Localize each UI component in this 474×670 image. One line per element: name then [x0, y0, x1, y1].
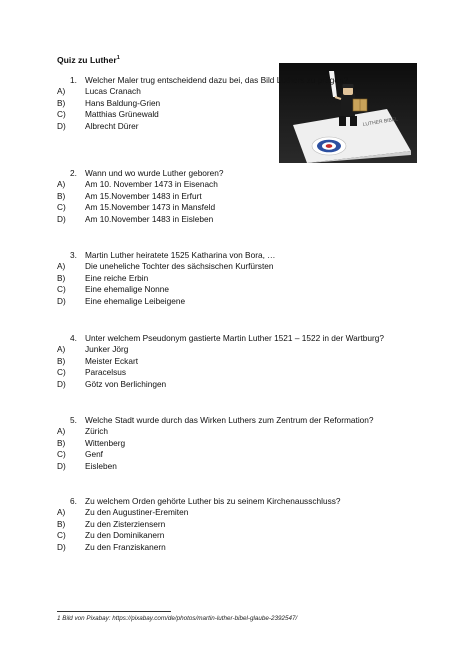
page-title — [57, 55, 120, 65]
option-label: D) — [57, 541, 66, 552]
option-text: Wittenberg — [85, 437, 126, 448]
option-label: D) — [57, 460, 66, 471]
option-text: Zu den Franziskanern — [85, 541, 166, 552]
option-text: Matthias Grünewald — [85, 109, 159, 120]
option-label: B) — [57, 97, 66, 108]
question-6 — [57, 496, 397, 553]
option-text: Zu den Augustiner-Eremiten — [85, 507, 189, 518]
option-label: D) — [57, 378, 66, 389]
option-label: B) — [57, 190, 66, 201]
option-text: Eisleben — [85, 460, 117, 471]
footnote: 1 Bild von Pixabay: https://pixabay.com/de/photos/martin-luther-bibel-glaube-2392547/ — [57, 615, 298, 622]
option-text: Eine reiche Erbin — [85, 272, 149, 283]
question-3 — [57, 250, 397, 307]
question-number: 2. — [70, 168, 77, 178]
option-a — [57, 261, 397, 272]
option-text: Eine ehemalige Leibeigene — [85, 295, 186, 306]
option-c — [57, 449, 397, 460]
question-number: 1. — [70, 75, 77, 85]
option-label: C) — [57, 449, 66, 460]
option-label: C) — [57, 202, 66, 213]
option-b — [57, 356, 397, 367]
option-text: Die uneheliche Tochter des sächsischen Kurfürsten — [85, 261, 274, 272]
option-label: A) — [57, 426, 66, 437]
title-footnote-marker: 1 — [116, 55, 120, 62]
question-text: Wann und wo wurde Luther geboren? — [85, 168, 224, 178]
option-d — [57, 542, 397, 553]
option-a — [57, 179, 397, 190]
option-text: Genf — [85, 449, 103, 460]
question-5 — [57, 415, 397, 472]
option-d — [57, 296, 397, 307]
option-a — [57, 344, 397, 355]
option-d — [57, 121, 397, 132]
option-b — [57, 273, 397, 284]
option-text: Zürich — [85, 426, 109, 437]
title-text: Quiz zu Luther — [57, 55, 117, 65]
option-text: Am 10. November 1473 in Eisenach — [85, 179, 218, 190]
option-b — [57, 98, 397, 109]
option-label: A) — [57, 261, 66, 272]
option-text: Am 15.November 1483 in Erfurt — [85, 190, 202, 201]
option-b — [57, 438, 397, 449]
question-2 — [57, 168, 397, 225]
option-c — [57, 284, 397, 295]
option-text: Eine ehemalige Nonne — [85, 284, 169, 295]
option-text: Zu den Zisterziensern — [85, 518, 166, 529]
option-c — [57, 530, 397, 541]
option-label: B) — [57, 437, 66, 448]
option-label: B) — [57, 518, 66, 529]
option-d — [57, 214, 397, 225]
option-label: A) — [57, 344, 66, 355]
option-d — [57, 379, 397, 390]
question-3-stem — [57, 250, 397, 261]
option-a — [57, 86, 397, 97]
option-label: D) — [57, 213, 66, 224]
option-label: A) — [57, 507, 66, 518]
question-text: Martin Luther heiratete 1525 Katharina von Bora, … — [85, 250, 276, 260]
option-a — [57, 426, 397, 437]
question-number: 5. — [70, 415, 77, 425]
option-a — [57, 507, 397, 518]
question-number: 3. — [70, 250, 77, 260]
question-text: Welcher Maler trug entscheidend dazu bei, das Bild Luthers zu prägen? — [85, 75, 349, 85]
option-d — [57, 461, 397, 472]
option-text: Lucas Cranach — [85, 86, 141, 97]
option-c — [57, 202, 397, 213]
option-text: Paracelsus — [85, 367, 127, 378]
option-label: A) — [57, 179, 66, 190]
question-text: Unter welchem Pseudonym gastierte Martin Luther 1521 – 1522 in der Wartburg? — [85, 333, 384, 343]
question-5-stem — [57, 415, 397, 426]
question-text: Zu welchem Orden gehörte Luther bis zu seinem Kirchenausschluss? — [85, 496, 341, 506]
option-label: A) — [57, 86, 66, 97]
question-1 — [57, 75, 397, 132]
option-text: Albrecht Dürer — [85, 120, 139, 131]
option-label: D) — [57, 120, 66, 131]
question-4 — [57, 333, 397, 390]
question-number: 6. — [70, 496, 77, 506]
question-4-stem — [57, 333, 397, 344]
option-label: C) — [57, 284, 66, 295]
option-b — [57, 519, 397, 530]
option-c — [57, 109, 397, 120]
question-text: Welche Stadt wurde durch das Wirken Luthers zum Zentrum der Reformation? — [85, 415, 374, 425]
option-label: C) — [57, 367, 66, 378]
option-text: Am 10.November 1483 in Eisleben — [85, 213, 214, 224]
option-label: B) — [57, 355, 66, 366]
option-label: C) — [57, 530, 66, 541]
footnote-divider — [57, 611, 171, 612]
book-title: LUTHER BIBEL — [362, 116, 399, 128]
option-text: Meister Eckart — [85, 355, 139, 366]
option-c — [57, 367, 397, 378]
question-6-stem — [57, 496, 397, 507]
question-1-stem — [57, 75, 397, 86]
option-text: Götz von Berlichingen — [85, 378, 167, 389]
option-text: Am 15.November 1473 in Mansfeld — [85, 202, 216, 213]
option-label: B) — [57, 272, 66, 283]
option-text: Hans Baldung-Grien — [85, 97, 161, 108]
question-2-stem — [57, 168, 397, 179]
option-label: C) — [57, 109, 66, 120]
option-b — [57, 191, 397, 202]
question-number: 4. — [70, 333, 77, 343]
option-label: D) — [57, 295, 66, 306]
option-text: Junker Jörg — [85, 344, 129, 355]
option-text: Zu den Dominikanern — [85, 530, 165, 541]
